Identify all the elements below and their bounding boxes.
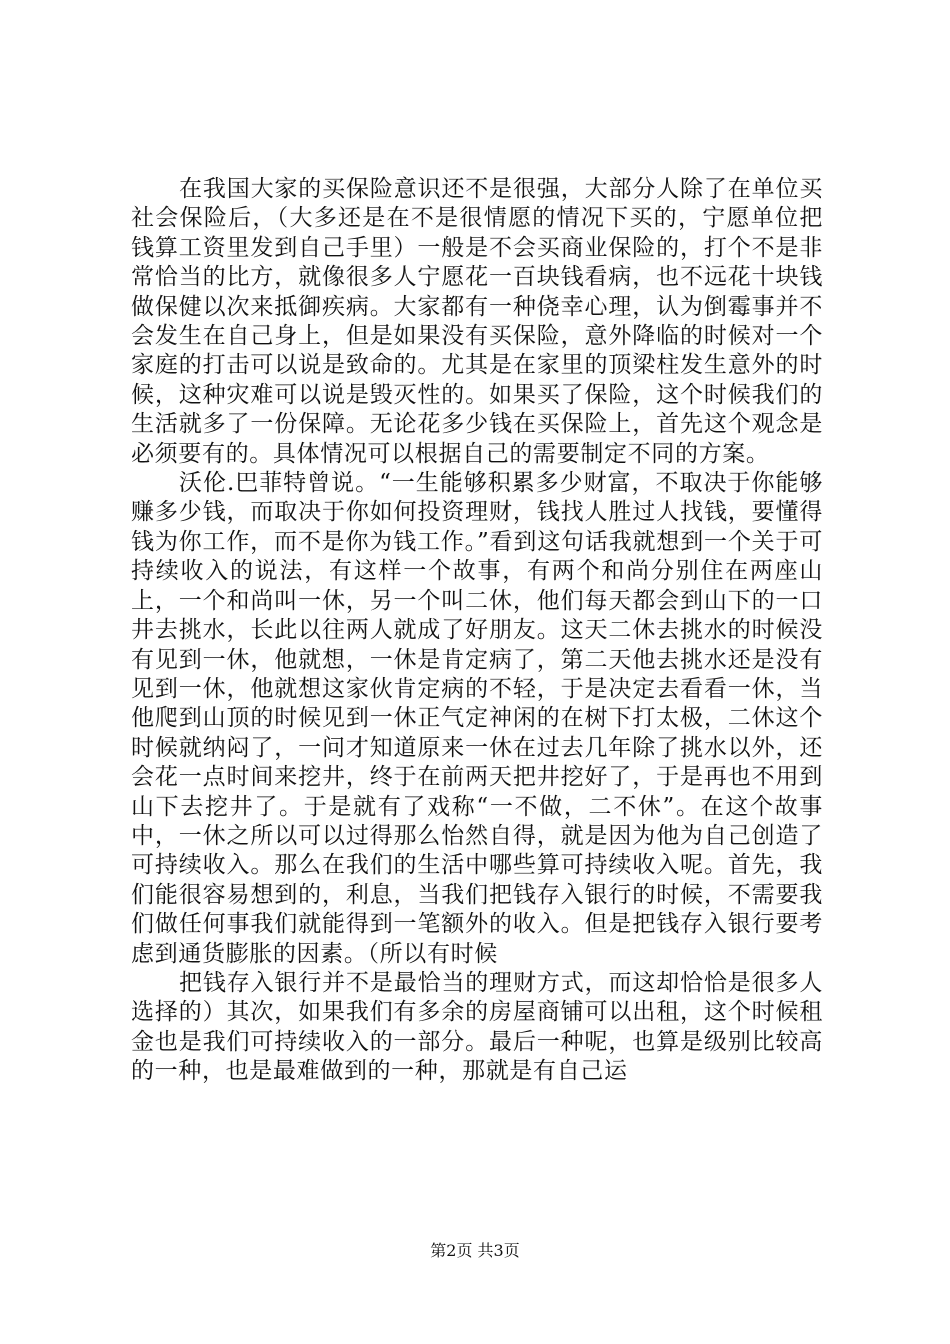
paragraph-insurance: 在我国大家的买保险意识还不是很强，大部分人除了在单位买社会保险后，（大多还是在不是很情愿的情况下买的，宁愿单位把钱算工资里发到自己手里）一般是不会买商业保险的，打个不是非常恰当的比方，就像很多人宁愿花一百块钱看病，也不远花十块钱做保健以次来抵御疾病。大家都有一种侥幸心理，认为倒霉事并不会发生在自己身上，但是如果没有买保险，意外降临的时候对一个家庭的打击可以说是致命的。尤其是在家里的顶梁柱发生意外的时候，这种灾难可以说是毁灭性的。如果买了保险，这个时候我们的生活就多了一份保障。无论花多少钱在买保险上，首先这个观念是必须要有的。具体情况可以根据自己的需要制定不同的方案。: [131, 176, 823, 467]
document-body: [131, 175, 823, 1087]
paragraph-sustainable-income: 沃伦.巴菲特曾说。“一生能够积累多少财富，不取决于你能够赚多少钱，而取决于你如何投资理财，钱找人胜过人找钱，要懂得钱为你工作，而不是你为钱工作。”看到这句话我就想到一个关于可持续收入的说法，有这样一个故事，有两个和尚分别住在两座山上，一个和尚叫一休，另一个叫二休，他们每天都会到山下的一口井去挑水，长此以往两人就成了好朋友。这天二休去挑水的时候没有见到一休，他就想，一休是肯定病了，第二天他去挑水还是没有见到一休，他就想这家伙肯定病的不轻，于是决定去看看一休，当他爬到山顶的时候见到一休正气定神闲的在树下打太极，二休这个时候就纳闷了，一问才知道原来一休在过去几年除了挑水以外，还会花一点时间来挖井，终于在前两天把井挖好了，于是再也不用到山下去挖井了。于是就有了戏称“一不做，二不休”。在这个故事中，一休之所以可以过得那么怡然自得，就是因为他为自己创造了可持续收入。那么在我们的生活中哪些算可持续收入呢。首先，我们能很容易想到的，利息，当我们把钱存入银行的时候，不需要我们做任何事我们就能得到一笔额外的收入。但是把钱存入银行要考虑到通货膨胀的因素。（所以有时候: [131, 470, 823, 967]
paragraph-bank-deposit: 把钱存入银行并不是最恰当的理财方式，而这却恰恰是很多人选择的）其次，如果我们有多余的房屋商铺可以出租，这个时候租金也是我们可持续收入的一部分。最后一种呢，也算是级别比较高的一种，也是最难做到的一种，那就是有自己运: [131, 969, 823, 1085]
page-number-footer: 第2页 共3页: [430, 1241, 520, 1260]
